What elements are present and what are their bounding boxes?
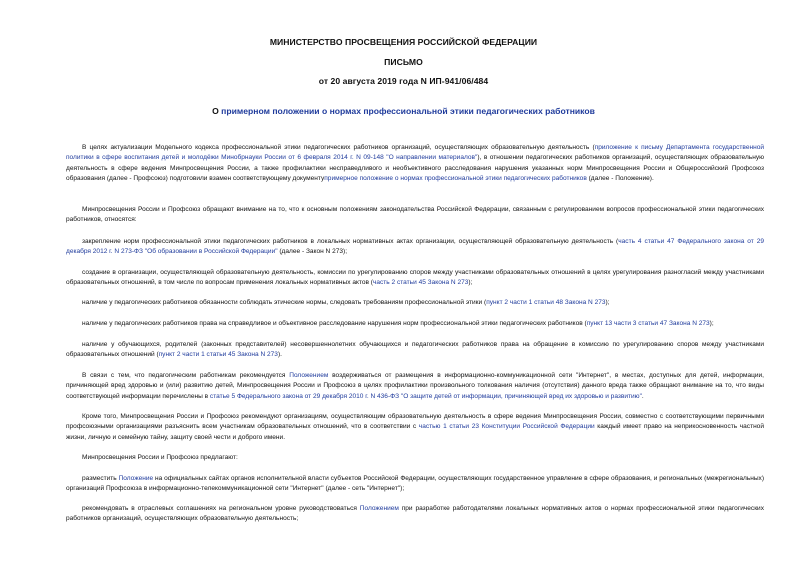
paragraph-text: ); <box>468 279 473 287</box>
document-type: ПИСЬМО <box>384 57 423 67</box>
paragraph-text: (далее - Положение). <box>586 175 654 183</box>
document-link[interactable]: часть 4 статьи 47 Федерального закона от 29 декабря 2012 г. N 273-ФЗ "Об образовании в Российской Федерации" <box>66 238 764 256</box>
paragraph-10 <box>66 453 764 463</box>
paragraph-text: создание в организации, осуществляющей образовательную деятельность, комиссии по урегулированию споров между участниками образовательных отношений в целях урегулирования разногласий между участниками образовательных отношений, в том числе по вопросам применения локальных нормативных актов ( <box>66 269 764 287</box>
subject-prefix: О <box>212 106 222 116</box>
paragraph-text: наличие у педагогических работников обязанности соблюдать этические нормы, следовать требованиям профессиональной этики ( <box>82 299 487 306</box>
document-link[interactable]: частью 1 статьи 23 Конституции Российской Федерации <box>418 423 595 431</box>
paragraph-text: на официальных сайтах органов исполнительной власти субъектов Российской Федерации, осуществляющих государственное управление в сфере образования, и региональных (межрегиональных) организаций Профсоюза в информационно-телекоммуникационной сети "Интернет" (далее - сеть "Интернет"); <box>66 475 764 493</box>
paragraph-6 <box>66 319 764 329</box>
document-link[interactable]: пункт 2 части 1 статьи 48 Закона N 273 <box>486 299 606 306</box>
document-link[interactable]: статье 5 Федерального закона от 29 декабря 2010 г. N 436-ФЗ "О защите детей от информации, причиняющей вред их здоровью и развитию" <box>209 392 642 400</box>
paragraph-text: закрепление норм профессиональной этики педагогических работников в локальных нормативных актах организации, осуществляющей образовательную деятельность ( <box>82 238 619 245</box>
document-link[interactable]: Положением <box>359 505 399 512</box>
ministry-heading: МИНИСТЕРСТВО ПРОСВЕЩЕНИЯ РОССИЙСКОЙ ФЕДЕРАЦИИ <box>269 37 538 47</box>
document-link[interactable]: Положение <box>118 475 154 482</box>
paragraph-2 <box>66 205 764 226</box>
paragraph-text: Кроме того, Минпросвещения России и Профсоюз рекомендуют организациям, осуществляющим образовательную деятельность в сфере ведения Минпросвещения России, совместно с соответствующими первичными профсоюзными организациями разъяснить всем участникам образовательных отношений, что в соответствии с <box>66 413 764 431</box>
paragraph-3 <box>66 237 764 258</box>
paragraph-1 <box>66 143 764 185</box>
paragraph-text: (далее - Закон N 273); <box>277 248 348 256</box>
paragraph-text: рекомендовать в отраслевых соглашениях на региональном уровне руководствоваться <box>82 505 360 512</box>
paragraph-text: Минпросвещения России и Профсоюз предлагают: <box>82 454 238 461</box>
paragraph-7 <box>66 340 764 361</box>
document-link[interactable]: часть 2 статьи 45 Закона N 273 <box>372 279 469 287</box>
paragraph-8 <box>66 371 764 402</box>
document-date-number: от 20 августа 2019 года N ИП-941/06/484 <box>318 76 489 86</box>
document-link[interactable]: примерное положение о нормах профессиональной этики педагогических работников <box>324 175 587 183</box>
paragraph-text: ); <box>709 320 714 327</box>
paragraph-text: В связи с тем, что педагогическим работникам рекомендуется <box>82 372 290 379</box>
paragraph-4 <box>66 268 764 289</box>
paragraph-11 <box>66 474 764 495</box>
paragraph-text: наличие у обучающихся, родителей (законных представителей) несовершеннолетних обучающихся и педагогических работников права на обращение в комиссию по урегулированию споров между участниками образовательных отношений ( <box>66 341 764 359</box>
document-link[interactable]: приложение к письму Департамента государственной политики в сфере воспитания детей и молодёжи Минобрнауки России от 6 февраля 2014 г. N 09-148 "О направлении материалов" <box>66 144 764 162</box>
paragraph-text: ), в отношении педагогических работников организаций, осуществляющих образовательную деятельность в сфере ведения Минпросвещения России, а также профилактики несправедливого и необъективного расследования нарушения указанных норм Минпросвещения России и Общероссийский Профсоюз образования (далее - Профсоюз) подготовили взамен соответствующему документу <box>66 154 764 183</box>
subject-link[interactable]: примерном положении о нормах профессиональной этики педагогических работников <box>221 106 595 116</box>
paragraph-text: В целях актуализации Модельного кодекса профессиональной этики педагогических работников организаций, осуществляющих образовательную деятельность ( <box>82 144 595 151</box>
paragraph-text: . <box>641 392 644 400</box>
document-link[interactable]: Положением <box>289 372 329 379</box>
paragraph-9 <box>66 412 764 443</box>
paragraph-text: ). <box>277 351 282 359</box>
paragraph-text: при разработке работодателями локальных нормативных актов о нормах профессиональной этики педагогических работников организаций, осуществляющих образовательную деятельность; <box>66 505 764 523</box>
paragraph-text: Минпросвещения России и Профсоюз обращают внимание на то, что к основным положениям законодательства Российской Федерации, связанным с регулированием вопросов профессиональной этики педагогических работников, относятся: <box>66 206 764 224</box>
paragraph-text: каждый имеет право на неприкосновенность частной жизни, личную и семейную тайну, защиту своей чести и доброго имени. <box>66 423 764 441</box>
paragraph-text: ); <box>605 299 610 306</box>
paragraph-text: наличие у педагогических работников права на справедливое и объективное расследование нарушения норм профессиональной этики педагогических работников ( <box>82 320 587 327</box>
paragraph-12 <box>66 504 764 525</box>
document-link[interactable]: пункт 2 части 1 статьи 45 Закона N 273 <box>158 351 278 359</box>
document-subject <box>0 106 807 116</box>
document-link[interactable]: пункт 13 части 3 статьи 47 Закона N 273 <box>586 320 710 327</box>
paragraph-text: разместить <box>82 475 119 482</box>
paragraph-text: воздерживаться от размещения в информационно-коммуникационной сети "Интернет", в местах, доступных для детей, информации, причиняющей вред здоровью и (или) развитию детей, Минпросвещения России и Профсоюз в целях профилактики произвольного толкования наличия (отсутствия) данного вреда также обращают внимание на то, что виды соответствующей информации перечислены в <box>66 372 764 400</box>
paragraph-5 <box>66 298 764 308</box>
